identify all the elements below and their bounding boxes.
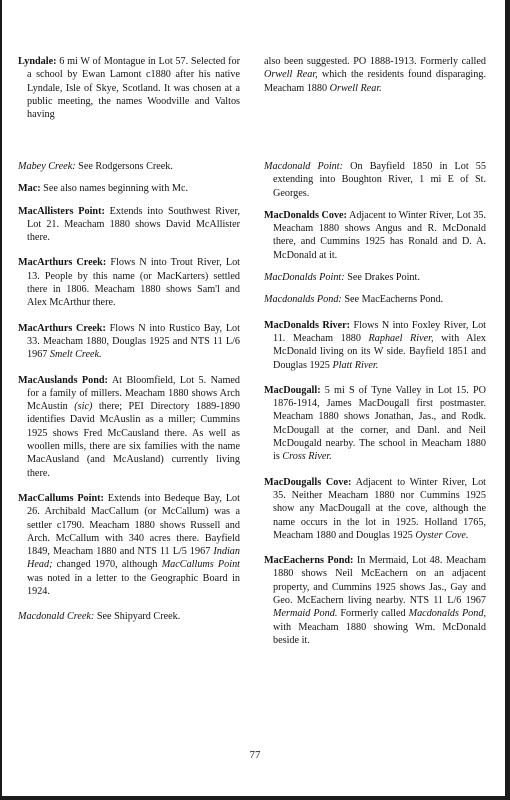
- entry-macdougalls-cove: [264, 476, 486, 542]
- entry-italic-name: Smelt Creek.: [49, 349, 102, 361]
- entry-heading: MacDonalds Cove:: [264, 209, 347, 221]
- entry-heading: Macdonalds Pond:: [264, 294, 342, 306]
- entry-italic-name: Mermaid Pond.: [273, 608, 338, 620]
- scan-edge-right: [505, 0, 510, 800]
- entry-text: Flows N into Foxley River, Lot 11. Meacham 1880: [273, 319, 486, 344]
- entry-text: Adjacent to Winter River, Lot 35. Meacham 1880 shows Angus and R. McDonald there, and Cummins 1925 has Ronald and D. A. McDonald at it.: [273, 209, 486, 261]
- entry-heading: MacDonalds River:: [264, 319, 351, 331]
- entry-macarthurs-creek-rustico: [18, 322, 240, 362]
- left-column: [18, 160, 240, 624]
- entry-heading: MacAllisters Point:: [18, 205, 105, 217]
- entry-italic-name: MacCallums Point: [161, 559, 241, 571]
- entry-text: At Bloomfield, Lot 5. Named for a family of millers. Meacham 1880 shows Arch McAustin: [27, 374, 240, 413]
- entry-heading: Mabey Creek:: [18, 161, 76, 172]
- entry-macdonalds-point: [264, 271, 486, 284]
- entry-maccallums-point: [18, 492, 240, 598]
- entry-italic-name: (sic): [74, 401, 93, 413]
- entry-text: also been suggested. PO 1888-1913. Formerly called: [264, 56, 486, 67]
- top-right-column: [264, 55, 486, 95]
- entry-text: See MacEacherns Pond.: [341, 294, 444, 306]
- entry-italic-name: Indian Head;: [27, 546, 240, 571]
- entry-mac: [18, 182, 240, 195]
- entry-macdonalds-pond: [264, 293, 486, 306]
- entry-heading: Lyndale:: [18, 56, 57, 67]
- entry-italic-name: Orwell Rear.: [329, 82, 382, 94]
- entry-heading: MacArthurs Creek:: [18, 257, 107, 269]
- entry-italic-name: Orwell Rear,: [264, 69, 318, 81]
- entry-text: See Shipyard Creek.: [94, 611, 181, 623]
- entry-text: Formerly called: [337, 608, 409, 620]
- entry-italic-name: Cross River.: [282, 451, 332, 463]
- entry-italic-name: Macdonalds Pond,: [408, 608, 486, 620]
- entry-lyndale: [18, 55, 240, 121]
- entry-heading: MacAuslands Pond:: [18, 374, 108, 386]
- entry-text: 5 mi S of Tyne Valley in Lot 15. PO 1876-1914, James MacDougall first postmaster. Meacham 1880 shows Jonathan, Jas., and Rodk. McDougall at the corner, and Danl. and Neil McDougald nearby. The school in Meacham 1880 is: [273, 384, 486, 463]
- entry-text: 6 mi W of Montague in Lot 57. Selected for a school by Ewan Lamont c1880 after his native Lyndale, Isle of Skye, Scotland. It was chosen at a public meeting, the names Woodville and Valtos having: [27, 56, 240, 121]
- entry-macdougall: [264, 384, 486, 464]
- entry-text: there; PEI Directory 1889-1890 identifies David McAuslin as a miller; Cummins 1925 shows Fred McCausland there. As well as woollen mills, there are six families with the name MacAusland (and McAusland) currently living there.: [27, 401, 240, 479]
- entry-heading: MacDougall:: [264, 384, 321, 396]
- entry-text: In Mermaid, Lot 48. Meacham 1880 shows Neil McEachern on an adjacent property, and Cummins 1925 shows Jas., Gay and Geo. McEachern living nearby. NTS 11 L/6 1967: [273, 555, 486, 607]
- entry-text: Extends into Southwest River, Lot 21. Meacham 1880 shows David McAllister there.: [27, 205, 240, 244]
- entry-heading: MacEacherns Pond:: [264, 555, 354, 567]
- entry-heading: Macdonald Point:: [264, 161, 344, 172]
- entry-italic-name: Oyster Cove.: [415, 529, 469, 541]
- entry-mabey-creek: [18, 160, 240, 173]
- entry-macauslands-pond: [18, 374, 240, 480]
- entry-text: See also names beginning with Mc.: [40, 183, 189, 195]
- entry-heading: MacCallums Point:: [18, 492, 104, 504]
- entry-heading: MacDonalds Point:: [264, 272, 345, 284]
- entry-heading: MacDougalls Cove:: [264, 476, 352, 488]
- entry-macarthurs-creek-trout: [18, 256, 240, 309]
- entry-maceacherns-pond: [264, 554, 486, 647]
- scan-edge-left: [0, 0, 2, 800]
- entry-text: On Bayfield 1850 in Lot 55 extending into Boughton River, 1 mi E of St. Georges.: [273, 161, 486, 199]
- entry-macdonald-point: [264, 160, 486, 200]
- entry-macdonalds-river: [264, 319, 486, 372]
- entry-text: changed 1970, although: [52, 559, 162, 571]
- entry-text: Extends into Bedeque Bay, Lot 26. Archibald MacCallum (or McCallum) was a settler c1790. Meacham 1880 shows Russell and Arch. McCallum with 340 acres there. Bayfield 1849, Meacham 1880 and NTS 11 L/5 1967: [27, 492, 240, 558]
- entry-text: with Meacham 1880 showing Wm. McDonald beside it.: [273, 621, 486, 646]
- entry-heading: Macdonald Creek:: [18, 611, 95, 623]
- entry-text: See Rodgersons Creek.: [75, 161, 173, 172]
- right-column: [264, 160, 486, 647]
- entry-text: with Alex McDonald living on its W side. Bayfield 1851 and Douglas 1925: [273, 332, 486, 371]
- entry-heading: Mac:: [18, 183, 41, 195]
- entry-text: Flows N into Trout River, Lot 13. People by this name (or MacKarters) settled there in 1806. Meacham 1880 shows Sam'l and Alex McArthur there.: [27, 257, 240, 309]
- entry-text: Adjacent to Winter River, Lot 35. Neither Meacham 1880 nor Cummins 1925 show any MacDougall at the cove, although the name occurs in the lot in 1925. Holland 1765, Meacham 1880 and Douglas 1925: [273, 476, 486, 541]
- top-left-column: [18, 55, 240, 121]
- entry-macallisters-point: [18, 205, 240, 245]
- entry-macdonald-creek: [18, 610, 240, 623]
- entry-italic-name: Platt River.: [332, 359, 379, 371]
- entry-text: was noted in a letter to the Geographic Board in 1924.: [27, 572, 240, 598]
- entry-text: See Drakes Point.: [344, 272, 420, 284]
- entry-heading: MacArthurs Creek:: [18, 322, 106, 334]
- entry-text: Flows N into Rustico Bay, Lot 33. Meacham 1880, Douglas 1925 and NTS 11 L/6 1967: [27, 322, 240, 361]
- entry-lyndale-continued: [264, 55, 486, 95]
- entry-macdonalds-cove: [264, 209, 486, 262]
- entry-italic-name: Raphael River,: [368, 332, 434, 344]
- page-number: 77: [249, 749, 261, 761]
- scan-edge-bottom: [0, 796, 510, 800]
- entry-text: which the residents found disparaging. Meacham 1880: [264, 69, 486, 94]
